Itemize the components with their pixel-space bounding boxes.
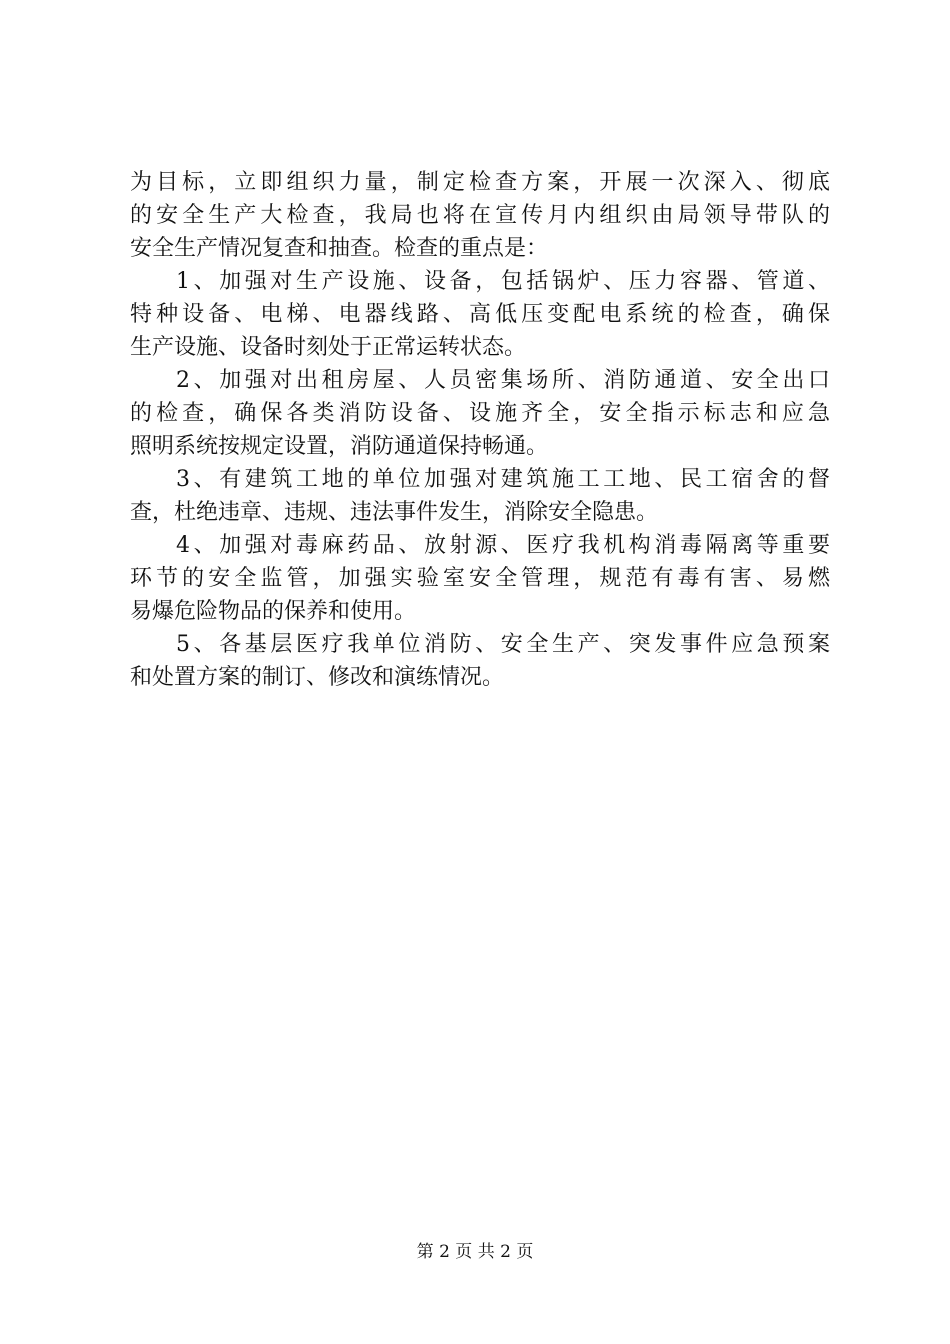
- text-line: 特种设备、电梯、电器线路、高低压变配电系统的检查，确保: [130, 302, 830, 327]
- text-line: 的检查，确保各类消防设备、设施齐全，安全指示标志和应急: [130, 401, 830, 426]
- text-line: 的安全生产大检查，我局也将在宣传月内组织由局领导带队的: [130, 203, 830, 228]
- text-line: 4、加强对毒麻药品、放射源、医疗我机构消毒隔离等重要: [176, 533, 830, 558]
- document-body: [130, 166, 830, 694]
- text-line: 照明系统按规定设置，消防通道保持畅通。: [130, 434, 549, 459]
- text-line: 为目标，立即组织力量，制定检查方案，开展一次深入、彻底: [130, 170, 830, 195]
- text-line: 生产设施、设备时刻处于正常运转状态。: [130, 335, 527, 360]
- text-line: 2、加强对出租房屋、人员密集场所、消防通道、安全出口: [176, 368, 830, 393]
- text-line: 安全生产情况复查和抽查。检查的重点是：: [130, 236, 549, 261]
- text-line: 3、有建筑工地的单位加强对建筑施工工地、民工宿舍的督: [176, 467, 830, 492]
- page-number-footer: 第 2 页 共 2 页: [416, 1242, 534, 1262]
- text-line: 和处置方案的制订、修改和演练情况。: [130, 665, 505, 690]
- text-line: 查，杜绝违章、违规、违法事件发生，消除安全隐患。: [130, 500, 659, 525]
- text-line: 环节的安全监管，加强实验室安全管理，规范有毒有害、易燃: [130, 566, 830, 591]
- text-line: 1、加强对生产设施、设备，包括锅炉、压力容器、管道、: [176, 269, 830, 294]
- text-line: 易爆危险物品的保养和使用。: [130, 599, 417, 624]
- text-line: 5、各基层医疗我单位消防、安全生产、突发事件应急预案: [176, 632, 830, 657]
